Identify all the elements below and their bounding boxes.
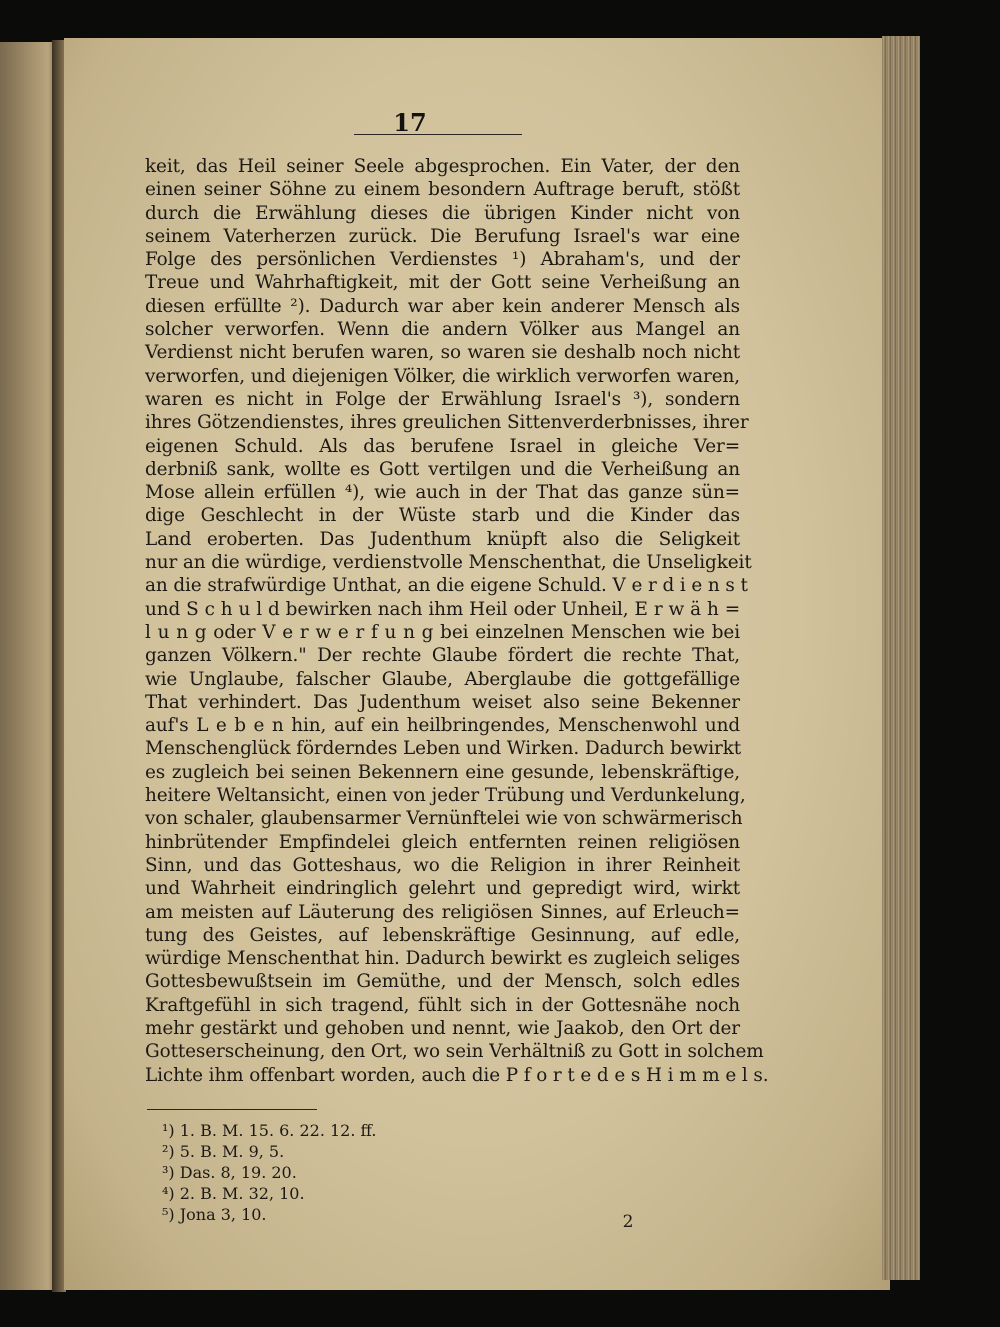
text-line: l u n g oder V e r w e r f u n g bei einzelnen Menschen wie bei bbox=[145, 621, 740, 643]
text-line: Kraftgefühl in sich tragend, fühlt sich in der Gottesnähe noch bbox=[145, 994, 740, 1016]
text-line: Verdienst nicht berufen waren, so waren sie deshalb noch nicht bbox=[145, 342, 740, 364]
text-line: waren es nicht in Folge der Erwählung Israel's ³), sondern bbox=[145, 388, 740, 410]
text-line: auf's L e b e n hin, auf ein heilbringendes, Menschenwohl und bbox=[145, 715, 740, 737]
footnote: ⁴) 2. B. M. 32, 10. bbox=[162, 1184, 305, 1203]
text-line: am meisten auf Läuterung des religiösen Sinnes, auf Erleuch= bbox=[145, 901, 740, 923]
text-line: Lichte ihm offenbart worden, auch die P f o r t e d e s H i m m e l s. bbox=[145, 1064, 769, 1086]
footnote: ²) 5. B. M. 9, 5. bbox=[162, 1142, 285, 1161]
text-line: Gotteserscheinung, den Ort, wo sein Verhältniß zu Gott in solchem bbox=[145, 1041, 764, 1063]
footnote: ⁵) Jona 3, 10. bbox=[162, 1205, 267, 1224]
text-line: Menschenglück förderndes Leben und Wirken. Dadurch bewirkt bbox=[145, 738, 742, 760]
text-line: ihres Götzendienstes, ihres greulichen Sittenverderbnisses, ihrer bbox=[145, 412, 749, 434]
text-line: eigenen Schuld. Als das berufene Israel in gleiche Ver= bbox=[145, 435, 740, 457]
signature-mark: 2 bbox=[622, 1212, 634, 1232]
text-line: tung des Geistes, auf lebenskräftige Gesinnung, auf edle, bbox=[145, 924, 740, 946]
page-stack-edge bbox=[882, 36, 920, 1280]
text-line: und Wahrheit eindringlich gelehrt und gepredigt wird, wirkt bbox=[145, 878, 740, 900]
header-rule bbox=[354, 134, 522, 135]
text-line: würdige Menschenthat hin. Dadurch bewirkt es zugleich seliges bbox=[145, 948, 740, 970]
text-line: solcher verworfen. Wenn die andern Völker aus Mangel an bbox=[145, 319, 740, 341]
text-line: an die strafwürdige Unthat, an die eigene Schuld. V e r d i e n s t bbox=[145, 575, 748, 597]
text-line: heitere Weltansicht, einen von jeder Trübung und Verdunkelung, bbox=[145, 785, 746, 807]
page-number: 17 bbox=[393, 108, 427, 137]
text-line: es zugleich bei seinen Bekennern eine gesunde, lebenskräftige, bbox=[145, 761, 740, 783]
text-line: That verhindert. Das Judenthum weiset also seine Bekenner bbox=[145, 691, 740, 713]
text-line: Land eroberten. Das Judenthum knüpft also die Seligkeit bbox=[145, 528, 740, 550]
footnotes bbox=[162, 1120, 562, 1225]
text-line: wie Unglaube, falscher Glaube, Aberglaube die gottgefällige bbox=[145, 668, 740, 690]
text-line: keit, das Heil seiner Seele abgesprochen. Ein Vater, der den bbox=[145, 156, 740, 177]
text-line: hinbrütender Empfindelei gleich entfernten reinen religiösen bbox=[145, 831, 740, 853]
text-line: von schaler, glaubensarmer Vernünftelei wie von schwärmerisch bbox=[145, 808, 743, 830]
text-line: Sinn, und das Gotteshaus, wo die Religion in ihrer Reinheit bbox=[145, 854, 740, 876]
footnote: ³) Das. 8, 19. 20. bbox=[162, 1163, 297, 1182]
text-line: dige Geschlecht in der Wüste starb und die Kinder das bbox=[145, 505, 740, 527]
text-line: und S c h u l d bewirken nach ihm Heil oder Unheil, E r w ä h = bbox=[145, 598, 740, 620]
text-line: Mose allein erfüllen ⁴), wie auch in der That das ganze sün= bbox=[145, 482, 740, 504]
text-line: mehr gestärkt und gehoben und nennt, wie Jaakob, den Ort der bbox=[145, 1017, 740, 1039]
text-line: nur an die würdige, verdienstvolle Menschenthat, die Unseligkeit bbox=[145, 552, 752, 574]
text-line: durch die Erwählung dieses die übrigen Kinder nicht von bbox=[145, 202, 740, 224]
text-line: derbniß sank, wollte es Gott vertilgen und die Verheißung an bbox=[145, 458, 740, 480]
text-line: Gottesbewußtsein im Gemüthe, und der Mensch, solch edles bbox=[145, 971, 740, 993]
text-line: verworfen, und diejenigen Völker, die wirklich verworfen waren, bbox=[145, 365, 740, 387]
footnote: ¹) 1. B. M. 15. 6. 22. 12. ff. bbox=[162, 1121, 377, 1140]
text-line: einen seiner Söhne zu einem besondern Auftrage beruft, stößt bbox=[145, 179, 740, 201]
text-line: Treue und Wahrhaftigkeit, mit der Gott seine Verheißung an bbox=[145, 272, 740, 294]
left-page-edge bbox=[0, 42, 60, 1290]
text-line: Folge des persönlichen Verdienstes ¹) Abraham's, und der bbox=[145, 249, 740, 271]
footnote-rule bbox=[147, 1109, 317, 1110]
text-line: diesen erfüllte ²). Dadurch war aber kein anderer Mensch als bbox=[145, 295, 740, 317]
body-text bbox=[145, 155, 769, 1087]
text-line: ganzen Völkern." Der rechte Glaube fördert die rechte That, bbox=[145, 645, 740, 667]
text-line: seinem Vaterherzen zurück. Die Berufung Israel's war eine bbox=[145, 225, 740, 247]
